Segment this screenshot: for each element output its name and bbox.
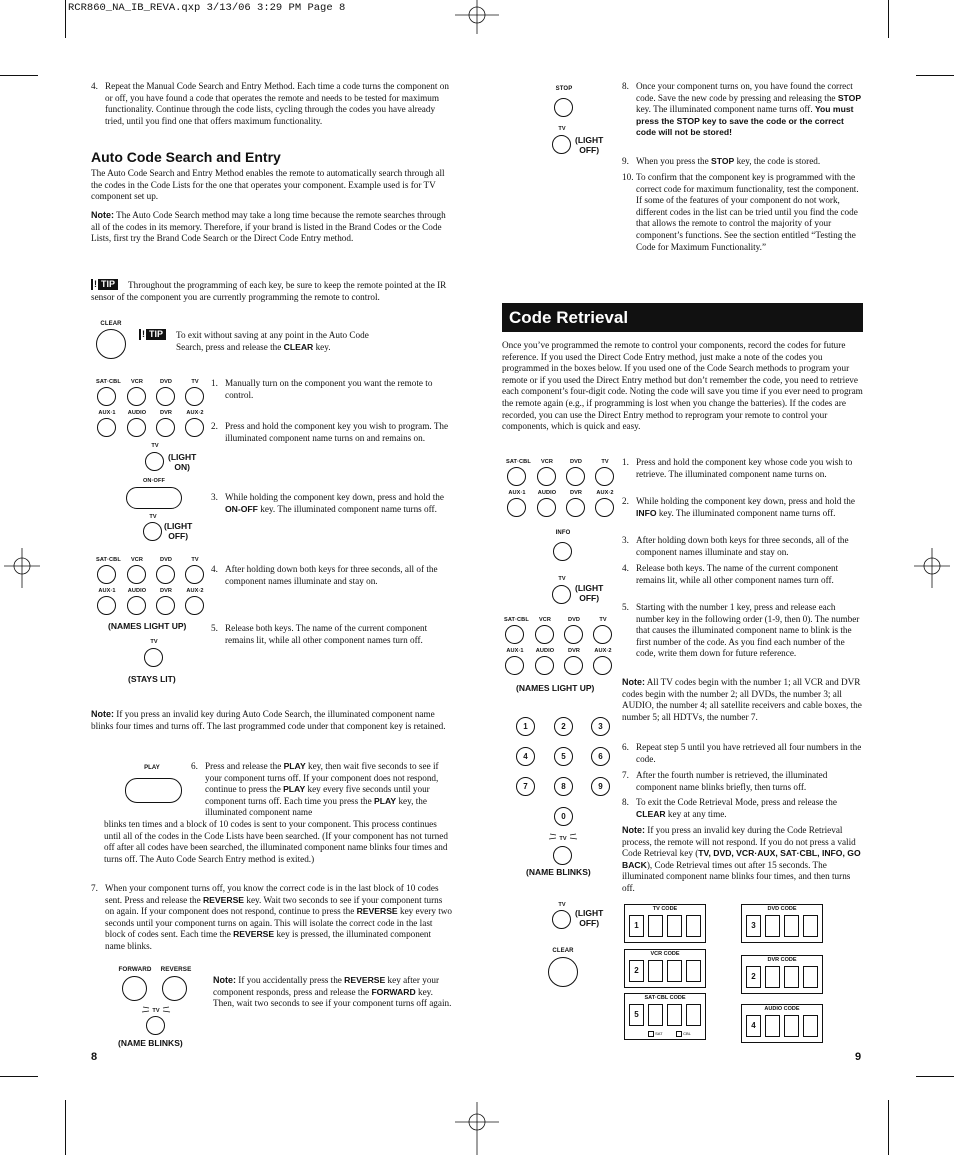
- note-invalid-retrieval: Note: If you press an invalid key during the Code Retrieval process, the remote will not respond. If you do not press a valid Code Retrieval key (TV, DVD, VCR·AUX, SAT·CBL, INFO, GO BACK), Code Retrieval times out after 15 seconds. The illuminated component name blinks four times, and then turns off.: [622, 825, 861, 893]
- sat-cbl-key[interactable]: [507, 467, 526, 486]
- registration-mark-right: [914, 548, 950, 588]
- vcr-key[interactable]: [127, 565, 146, 584]
- dvr-key[interactable]: [566, 498, 585, 517]
- on-off-label: ON·OFF: [142, 478, 166, 484]
- dvd-label: DVD: [159, 379, 173, 385]
- code-digit-3[interactable]: [667, 960, 682, 982]
- crop-mark: [888, 1100, 889, 1155]
- light-off-caption: (LIGHT OFF): [575, 583, 604, 603]
- code-digit-4[interactable]: [686, 960, 701, 982]
- tv-key-light-off[interactable]: [143, 522, 162, 541]
- crop-mark: [0, 1076, 38, 1077]
- audio-key[interactable]: [537, 498, 556, 517]
- aux1-key[interactable]: [505, 656, 524, 675]
- stays-lit-caption: (STAYS LIT): [128, 674, 176, 684]
- reverse-key[interactable]: [162, 976, 187, 1001]
- retrieval-step-6: 6. Repeat step 5 until you have retrieved all four numbers in the code.: [622, 742, 862, 764]
- registration-mark-bottom: [455, 1102, 499, 1155]
- aux2-label: AUX·2: [186, 588, 204, 594]
- code-digit-3[interactable]: [784, 915, 799, 937]
- dvr-label: DVR: [159, 588, 173, 594]
- vcr-key[interactable]: [535, 625, 554, 644]
- dvd-key[interactable]: [156, 387, 175, 406]
- name-blinks-caption: (NAME BLINKS): [526, 867, 591, 877]
- aux1-key[interactable]: [97, 418, 116, 437]
- note-paragraph: Note: The Auto Code Search method may take a long time because the remote searches through all of the codes in its memory. Therefore, if your brand is listed in the Brand Codes or the Code Lists, first try the Brand Code Search or the Direct Code Entry method.: [91, 210, 446, 244]
- tv-key[interactable]: [593, 625, 612, 644]
- page-number-8: 8: [91, 1051, 98, 1063]
- step-6-continued: blinks ten times and a block of 10 codes is sent to your component. This process continues until all of the codes in the Code Lists have been searched. (If your component has not turned off after all codes have been searched, the illuminated component name blinks four times and turns off. The Auto Code Search Entry method is exited.): [104, 819, 448, 864]
- crop-mark: [916, 1076, 954, 1077]
- code-box-label: VCR CODE: [650, 951, 680, 957]
- tv-key-name-blinks[interactable]: [146, 1016, 165, 1035]
- dvd-code-box: [741, 904, 823, 943]
- registration-mark-left: [4, 548, 40, 588]
- dvd-key[interactable]: [564, 625, 583, 644]
- names-light-up-caption: (NAMES LIGHT UP): [108, 621, 187, 631]
- vcr-key[interactable]: [127, 387, 146, 406]
- aux1-label: AUX·1: [508, 490, 526, 496]
- print-slug: RCR860_NA_IB_REVA.qxp 3/13/06 3:29 PM Page 8: [68, 2, 346, 14]
- sat-cbl-label: SAT·CBL: [96, 379, 121, 385]
- tv-label: TV: [601, 459, 609, 465]
- aux2-key[interactable]: [593, 656, 612, 675]
- tv-key-light-off[interactable]: [552, 910, 571, 929]
- code-digit-1: 1: [629, 915, 644, 937]
- aux2-label: AUX·2: [596, 490, 614, 496]
- code-digit-4[interactable]: [803, 915, 818, 937]
- code-box-label: DVR CODE: [767, 957, 797, 963]
- number-key-2[interactable]: 2: [554, 717, 573, 736]
- retrieval-step-2: 2. While holding the component key down, press and hold the INFO key. The illuminated component name turns off.: [622, 496, 855, 518]
- aux1-label: AUX·1: [98, 588, 116, 594]
- vcr-key[interactable]: [537, 467, 556, 486]
- tv-key-name-blinks[interactable]: [553, 846, 572, 865]
- number-key-6[interactable]: 6: [591, 747, 610, 766]
- on-off-key[interactable]: [126, 487, 182, 509]
- crop-mark: [0, 75, 38, 76]
- vcr-label: VCR: [540, 459, 554, 465]
- audio-key[interactable]: [535, 656, 554, 675]
- number-key-8[interactable]: 8: [554, 777, 573, 796]
- tv-label: TV: [559, 836, 567, 842]
- sat-cbl-key[interactable]: [97, 565, 116, 584]
- vcr-label: VCR: [130, 379, 144, 385]
- tip-badge: ! TIP: [91, 279, 118, 290]
- note-reverse: Note: If you accidentally press the REVERSE key after your component responds, press and release the FORWARD key. Then, wait two seconds to see if your component turns off again.: [213, 975, 452, 1009]
- code-digit-2[interactable]: [648, 915, 663, 937]
- crop-mark: [916, 75, 954, 76]
- dvr-key[interactable]: [156, 418, 175, 437]
- stop-key[interactable]: [554, 98, 573, 117]
- vcr-label: VCR: [130, 557, 144, 563]
- note-code-prefixes: Note: All TV codes begin with the number 1; all VCR and DVR codes begin with the number 2; all DVDs, the number 3; all AUDIO, the number 4; all satellite receivers and cable boxes, the number 5; all HDTVs, the number 7.: [622, 677, 862, 722]
- vcr-label: VCR: [538, 617, 552, 623]
- code-digit-1: 3: [746, 915, 761, 937]
- retrieval-step-1: 1. Press and hold the component key whose code you wish to retrieve. The illuminated component name turns on.: [622, 457, 853, 479]
- dvr-code-box: [741, 955, 823, 994]
- tip-paragraph: Throughout the programming of each key, be sure to keep the remote pointed at the IR sensor of the component you are currently programming the remote to control.: [91, 280, 447, 302]
- step-7: 7. When your component turns off, you know the correct code is in the last block of 10 codes sent. Press and release the REVERSE key. Wait two seconds to see if your component turns on again. If your component does not respond, continue to press the REVERSE key every two seconds until your component turns on again. This will isolate the correct code in the last block of codes sent. Each time the REVERSE key is pressed, the illuminated component name blinks.: [91, 883, 453, 951]
- code-box-label: DVD CODE: [767, 906, 797, 912]
- cbl-checkbox[interactable]: CBL: [676, 1031, 691, 1037]
- clear-key[interactable]: [548, 957, 578, 987]
- retrieval-step-8: 8. To exit the Code Retrieval Mode, press and release the CLEAR key at any time.: [622, 797, 837, 819]
- crop-mark: [65, 1100, 66, 1155]
- sat-cbl-label: SAT·CBL: [96, 557, 121, 563]
- code-digit-4[interactable]: [803, 1015, 818, 1037]
- tv-label: TV: [558, 576, 566, 582]
- code-digit-2[interactable]: [648, 960, 663, 982]
- clear-key-label: CLEAR: [100, 321, 122, 327]
- dvr-label: DVR: [567, 648, 581, 654]
- number-key-0[interactable]: 0: [554, 807, 573, 826]
- number-key-7[interactable]: 7: [516, 777, 535, 796]
- tv-label: TV: [151, 443, 159, 449]
- audio-key[interactable]: [127, 418, 146, 437]
- note-invalid-key: Note: If you press an invalid key during Auto Code Search, the illuminated component name blinks four times and turns off. The last programmed code under that component key is retained.: [91, 709, 446, 731]
- step-5: 5. Release both keys. The name of the current component remains lit, while all other component names turn off.: [211, 623, 428, 645]
- code-digit-2[interactable]: [765, 1015, 780, 1037]
- aux2-label: AUX·2: [594, 648, 612, 654]
- aux1-key[interactable]: [507, 498, 526, 517]
- tv-label: TV: [599, 617, 607, 623]
- code-digit-4[interactable]: [686, 1004, 701, 1026]
- sat-cbl-label: SAT·CBL: [504, 617, 529, 623]
- clear-key-label: CLEAR: [552, 948, 574, 954]
- code-digit-2[interactable]: [765, 915, 780, 937]
- names-light-up-caption: (NAMES LIGHT UP): [516, 683, 595, 693]
- dvr-key[interactable]: [564, 656, 583, 675]
- code-box-label: SAT·CBL CODE: [644, 995, 686, 1001]
- tv-label: TV: [191, 379, 199, 385]
- light-on-caption: (LIGHT ON): [168, 452, 197, 472]
- code-digit-4[interactable]: [803, 966, 818, 988]
- intro-paragraph: The Auto Code Search and Entry Method enables the remote to automatically search through all the codes in the Code Lists for the one that operates your component. Example used is for TV component set up.: [91, 168, 445, 202]
- code-digit-3[interactable]: [667, 1004, 682, 1026]
- code-box-label: AUDIO CODE: [764, 1006, 800, 1012]
- tv-label: TV: [152, 1008, 160, 1014]
- name-blinks-caption: (NAME BLINKS): [118, 1038, 183, 1048]
- step-3: 3. While holding the component key down, press and hold the ON-OFF key. The illuminated component name turns off.: [211, 492, 444, 514]
- code-digit-2[interactable]: [765, 966, 780, 988]
- step-6: 6. Press and release the PLAY key, then wait five seconds to see if your component turns off. If your component does not respond, continue to press the PLAY key every five seconds until your component turns off. Each time you press the PLAY key, the illuminated component name: [191, 761, 439, 818]
- light-off-caption: (LIGHT OFF): [575, 908, 604, 928]
- page-number-9: 9: [855, 1051, 862, 1063]
- step-4: 4. After holding down both keys for three seconds, all of the component names illuminate and stay on.: [211, 564, 438, 586]
- dvd-key[interactable]: [566, 467, 585, 486]
- audio-label: AUDIO: [537, 490, 557, 496]
- registration-mark-top: [455, 0, 499, 34]
- audio-key[interactable]: [127, 596, 146, 615]
- info-key[interactable]: [553, 542, 572, 561]
- tv-key-light-off[interactable]: [552, 585, 571, 604]
- code-retrieval-banner: Code Retrieval: [502, 303, 863, 332]
- dvr-label: DVR: [159, 410, 173, 416]
- tv-key-stays-lit[interactable]: [144, 648, 163, 667]
- step-1: 1. Manually turn on the component you want the remote to control.: [211, 378, 433, 400]
- number-key-9[interactable]: 9: [591, 777, 610, 796]
- step-2: 2. Press and hold the component key you wish to program. The illuminated component name turns on and remains on.: [211, 421, 449, 443]
- aux2-key[interactable]: [185, 418, 204, 437]
- step-10: 10. To confirm that the component key is programmed with the correct code for maximum functionality, test the component. If some of the features of your component do not work, different codes in the list can be tried until you find the code that allows the remote to control the majority of your component’s functions. See the section entitled “Testing the Code for Maximum Functionality.”: [622, 172, 859, 252]
- retrieval-step-7: 7. After the fourth number is retrieved, the illuminated component name blinks briefly, then turns off.: [622, 770, 828, 792]
- dvd-key[interactable]: [156, 565, 175, 584]
- forward-key[interactable]: [122, 976, 147, 1001]
- clear-key[interactable]: [96, 329, 126, 359]
- aux2-label: AUX·2: [186, 410, 204, 416]
- code-digit-1: 2: [629, 960, 644, 982]
- tv-label: TV: [191, 557, 199, 563]
- aux2-key[interactable]: [185, 596, 204, 615]
- code-digit-3[interactable]: [784, 966, 799, 988]
- step-4-manual: 4. Repeat the Manual Code Search and Entry Method. Each time a code turns the component on or off, you have found a code that operates the remote and needs to be tested for maximum functionality. Continue through the code lists, cycling through the codes you have already tried, until you find one that offers maximum functionality.: [91, 81, 449, 126]
- tv-label: TV: [150, 639, 158, 645]
- retrieval-step-4: 4. Release both keys. The name of the current component remains lit, while all other component names turn off.: [622, 563, 839, 585]
- dvr-label: DVR: [569, 490, 583, 496]
- aux1-label: AUX·1: [98, 410, 116, 416]
- code-digit-4[interactable]: [686, 915, 701, 937]
- audio-code-box: [741, 1004, 823, 1043]
- audio-label: AUDIO: [127, 410, 147, 416]
- dvd-label: DVD: [159, 557, 173, 563]
- code-retrieval-intro: Once you’ve programmed the remote to control your components, record the codes for future reference. If you used the Direct Code Entry method, just make a note of the codes you programmed in the boxes below. If you used one of the Code Search methods to program your remote or if you used the Direct Entry method but don’t remember the code, you need to retrieve each component’s four-digit code. Noting the code will save you time if you ever need to program the remote again (e.g., if programming is lost when you change the batteries). If the codes are recorded, you can use the Direct Entry method to reprogram your remote to control your components, which is quick and easy.: [502, 340, 863, 432]
- code-digit-1: 4: [746, 1015, 761, 1037]
- sat-cbl-key[interactable]: [505, 625, 524, 644]
- code-digit-3[interactable]: [667, 915, 682, 937]
- number-key-4[interactable]: 4: [516, 747, 535, 766]
- step-8: 8. Once your component turns on, you have found the correct code. Save the new code by pressing and releasing the STOP key. The illuminated component name turns off. You must press the STOP key to save the code or the correct code will not be stored!: [622, 81, 862, 138]
- code-digit-2[interactable]: [648, 1004, 663, 1026]
- tv-key[interactable]: [185, 387, 204, 406]
- audio-label: AUDIO: [127, 588, 147, 594]
- info-label: INFO: [555, 530, 571, 536]
- code-box-label: TV CODE: [652, 906, 678, 912]
- audio-label: AUDIO: [535, 648, 555, 654]
- tv-label: TV: [558, 126, 566, 132]
- tv-label: TV: [558, 902, 566, 908]
- tip-clear-paragraph: To exit without saving at any point in the Auto Code Search, press and release the CLEAR key.: [176, 330, 369, 352]
- sat-cbl-key[interactable]: [97, 387, 116, 406]
- number-key-5[interactable]: 5: [554, 747, 573, 766]
- number-key-1[interactable]: 1: [516, 717, 535, 736]
- aux1-label: AUX·1: [506, 648, 524, 654]
- tv-key-light-off[interactable]: [552, 135, 571, 154]
- aux1-key[interactable]: [97, 596, 116, 615]
- code-digit-3[interactable]: [784, 1015, 799, 1037]
- dvr-key[interactable]: [156, 596, 175, 615]
- light-off-caption: (LIGHT OFF): [575, 135, 604, 155]
- code-digit-1: 2: [746, 966, 761, 988]
- retrieval-step-5: 5. Starting with the number 1 key, press and release each number key in the following order (1-9, then 0). The number that causes the illuminated component name to blink is the first number of the code. As you find each number of the code, write them down for future reference.: [622, 602, 860, 659]
- tip-badge: ! TIP: [139, 329, 166, 340]
- section-heading: Auto Code Search and Entry: [91, 149, 281, 165]
- dvd-label: DVD: [569, 459, 583, 465]
- forward-label: FORWARD: [118, 966, 152, 973]
- play-key[interactable]: [125, 778, 182, 803]
- tv-key-light-on[interactable]: [145, 452, 164, 471]
- tv-key[interactable]: [185, 565, 204, 584]
- tv-label: TV: [149, 514, 157, 520]
- crop-mark: [888, 0, 889, 38]
- sat-cbl-code-box: [624, 993, 706, 1040]
- stop-label: STOP: [555, 86, 573, 92]
- aux2-key[interactable]: [595, 498, 614, 517]
- sat-cbl-label: SAT·CBL: [506, 459, 531, 465]
- step-9: 9. When you press the STOP key, the code is stored.: [622, 156, 821, 166]
- reverse-label: REVERSE: [160, 966, 192, 973]
- vcr-code-box: [624, 949, 706, 988]
- light-off-caption: (LIGHT OFF): [164, 521, 193, 541]
- number-key-3[interactable]: 3: [591, 717, 610, 736]
- crop-mark: [65, 0, 66, 38]
- tv-code-box: [624, 904, 706, 943]
- retrieval-step-3: 3. After holding down both keys for three seconds, all of the component names illuminate and stay on.: [622, 535, 849, 557]
- tv-key[interactable]: [595, 467, 614, 486]
- play-label: PLAY: [144, 765, 160, 771]
- dvd-label: DVD: [567, 617, 581, 623]
- sat-checkbox[interactable]: SAT: [648, 1031, 663, 1037]
- code-digit-1: 5: [629, 1004, 644, 1026]
